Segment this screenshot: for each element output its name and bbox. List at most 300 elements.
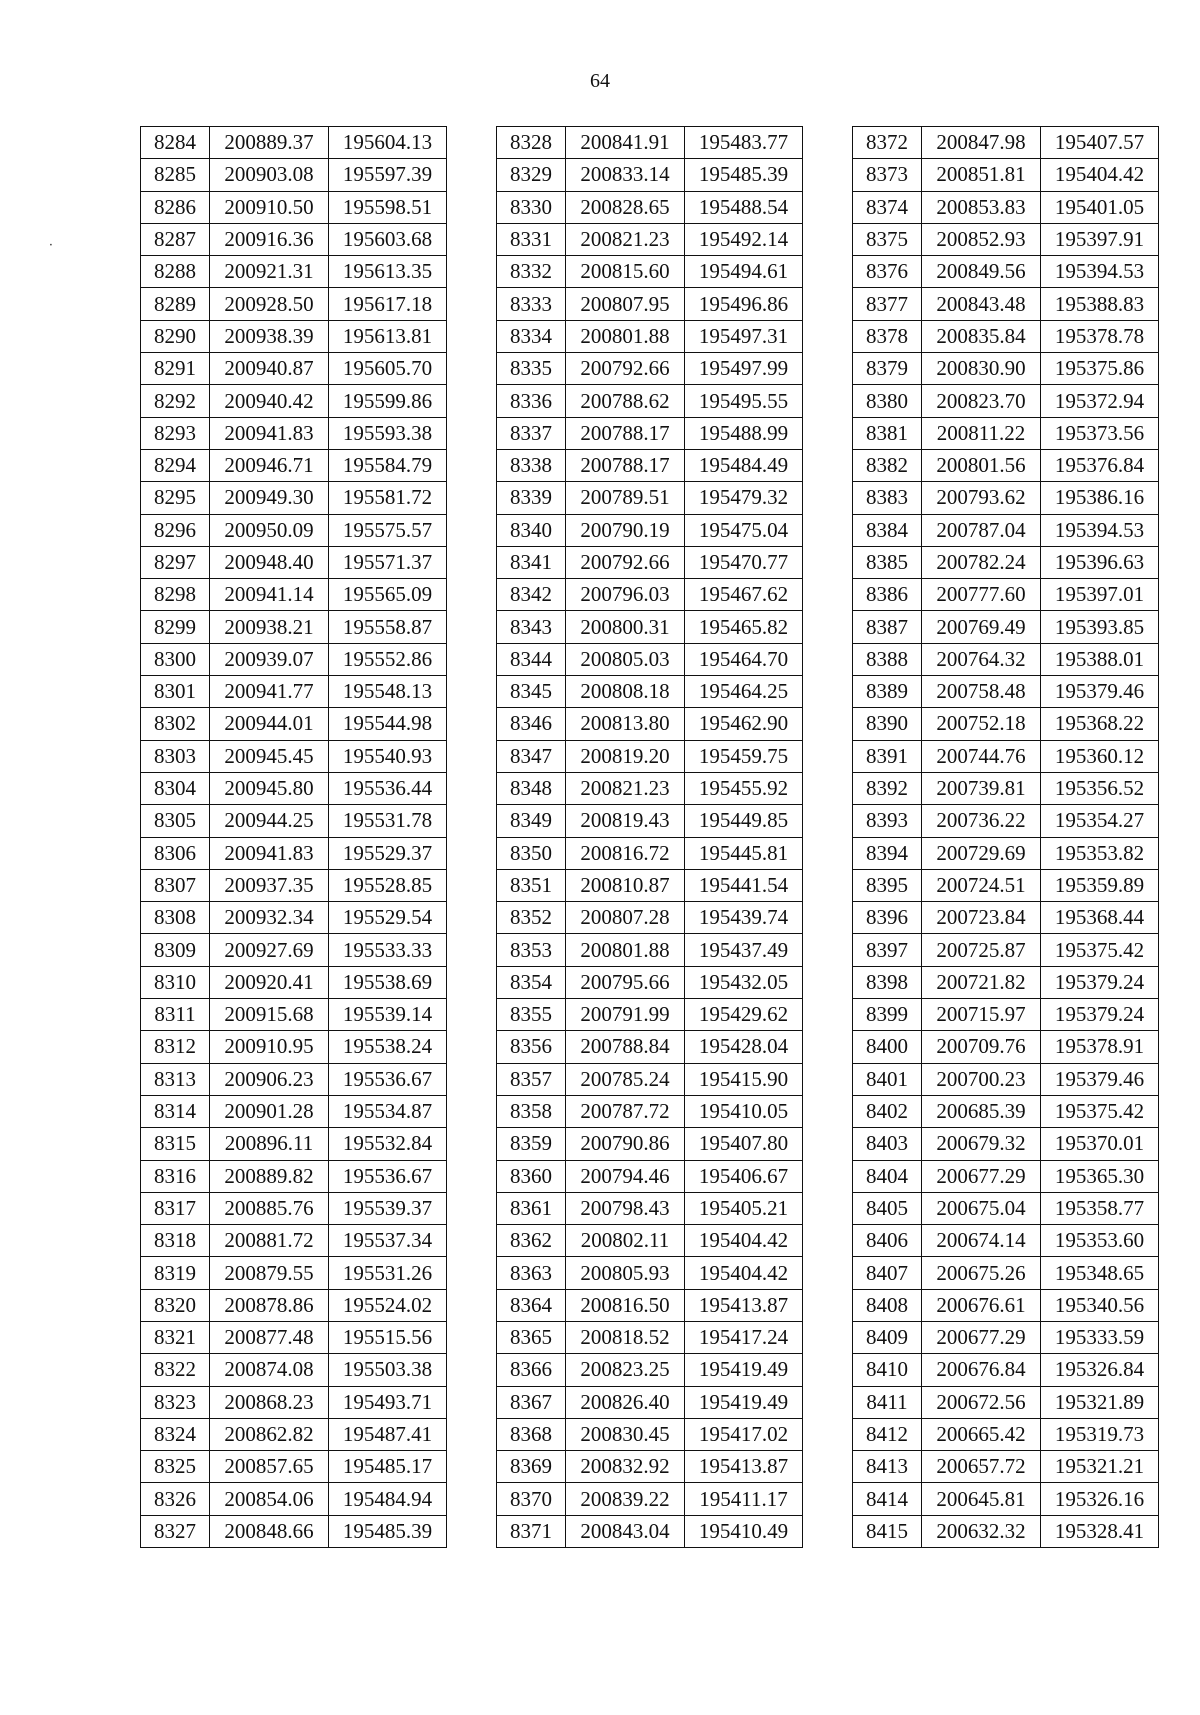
point-id-cell: 8365: [497, 1321, 566, 1353]
x-coordinate-cell: 200788.62: [566, 385, 685, 417]
point-id-cell: 8304: [141, 772, 210, 804]
y-coordinate-cell: 195326.16: [1041, 1483, 1159, 1515]
y-coordinate-cell: 195410.05: [685, 1095, 803, 1127]
page-number: 64: [590, 70, 610, 92]
x-coordinate-cell: 200910.50: [210, 191, 329, 223]
x-coordinate-cell: 200903.08: [210, 159, 329, 191]
y-coordinate-cell: 195375.86: [1041, 353, 1159, 385]
point-id-cell: 8349: [497, 805, 566, 837]
y-coordinate-cell: 195368.22: [1041, 708, 1159, 740]
x-coordinate-cell: 200853.83: [922, 191, 1041, 223]
table-row: [141, 514, 447, 546]
y-coordinate-cell: 195593.38: [329, 417, 447, 449]
x-coordinate-cell: 200932.34: [210, 902, 329, 934]
y-coordinate-cell: 195437.49: [685, 934, 803, 966]
point-id-cell: 8358: [497, 1095, 566, 1127]
point-id-cell: 8320: [141, 1289, 210, 1321]
x-coordinate-cell: 200818.52: [566, 1321, 685, 1353]
y-coordinate-cell: 195552.86: [329, 643, 447, 675]
table-row: [853, 1515, 1159, 1547]
point-id-cell: 8311: [141, 999, 210, 1031]
y-coordinate-cell: 195396.63: [1041, 546, 1159, 578]
x-coordinate-cell: 200665.42: [922, 1418, 1041, 1450]
x-coordinate-cell: 200801.88: [566, 320, 685, 352]
x-coordinate-cell: 200795.66: [566, 966, 685, 998]
x-coordinate-cell: 200889.82: [210, 1160, 329, 1192]
point-id-cell: 8287: [141, 223, 210, 255]
point-id-cell: 8326: [141, 1483, 210, 1515]
point-id-cell: 8285: [141, 159, 210, 191]
y-coordinate-cell: 195394.53: [1041, 256, 1159, 288]
point-id-cell: 8314: [141, 1095, 210, 1127]
point-id-cell: 8347: [497, 740, 566, 772]
point-id-cell: 8384: [853, 514, 922, 546]
x-coordinate-cell: 200721.82: [922, 966, 1041, 998]
x-coordinate-cell: 200752.18: [922, 708, 1041, 740]
y-coordinate-cell: 195394.53: [1041, 514, 1159, 546]
point-id-cell: 8369: [497, 1451, 566, 1483]
table-row: [497, 1257, 803, 1289]
table-row: [141, 1160, 447, 1192]
y-coordinate-cell: 195497.99: [685, 353, 803, 385]
point-id-cell: 8294: [141, 449, 210, 481]
x-coordinate-cell: 200811.22: [922, 417, 1041, 449]
y-coordinate-cell: 195536.67: [329, 1063, 447, 1095]
table-row: [853, 999, 1159, 1031]
table-row: [141, 902, 447, 934]
table-row: [853, 772, 1159, 804]
point-id-cell: 8348: [497, 772, 566, 804]
point-id-cell: 8343: [497, 611, 566, 643]
x-coordinate-cell: 200800.31: [566, 611, 685, 643]
point-id-cell: 8298: [141, 579, 210, 611]
table-row: [141, 1386, 447, 1418]
table-row: [497, 966, 803, 998]
table-row: [853, 1160, 1159, 1192]
table-row: [141, 579, 447, 611]
point-id-cell: 8390: [853, 708, 922, 740]
y-coordinate-cell: 195539.37: [329, 1192, 447, 1224]
y-coordinate-cell: 195413.87: [685, 1289, 803, 1321]
table-row: [497, 1192, 803, 1224]
y-coordinate-cell: 195365.30: [1041, 1160, 1159, 1192]
point-id-cell: 8289: [141, 288, 210, 320]
y-coordinate-cell: 195465.82: [685, 611, 803, 643]
y-coordinate-cell: 195459.75: [685, 740, 803, 772]
table-row: [141, 837, 447, 869]
y-coordinate-cell: 195558.87: [329, 611, 447, 643]
x-coordinate-cell: 200787.04: [922, 514, 1041, 546]
y-coordinate-cell: 195404.42: [685, 1257, 803, 1289]
table-row: [853, 869, 1159, 901]
table-row: [497, 546, 803, 578]
x-coordinate-cell: 200830.90: [922, 353, 1041, 385]
table-row: [497, 1289, 803, 1321]
y-coordinate-cell: 195544.98: [329, 708, 447, 740]
x-coordinate-cell: 200796.03: [566, 579, 685, 611]
y-coordinate-cell: 195378.78: [1041, 320, 1159, 352]
point-id-cell: 8361: [497, 1192, 566, 1224]
point-id-cell: 8387: [853, 611, 922, 643]
point-id-cell: 8370: [497, 1483, 566, 1515]
point-id-cell: 8327: [141, 1515, 210, 1547]
y-coordinate-cell: 195348.65: [1041, 1257, 1159, 1289]
table-row: [497, 869, 803, 901]
x-coordinate-cell: 200823.25: [566, 1354, 685, 1386]
x-coordinate-cell: 200677.29: [922, 1321, 1041, 1353]
x-coordinate-cell: 200889.37: [210, 127, 329, 159]
y-coordinate-cell: 195479.32: [685, 482, 803, 514]
x-coordinate-cell: 200821.23: [566, 223, 685, 255]
table-row: [497, 1063, 803, 1095]
table-row: [141, 740, 447, 772]
point-id-cell: 8396: [853, 902, 922, 934]
table-row: [853, 611, 1159, 643]
table-row: [141, 1418, 447, 1450]
x-coordinate-cell: 200700.23: [922, 1063, 1041, 1095]
table-row: [497, 1451, 803, 1483]
x-coordinate-cell: 200788.84: [566, 1031, 685, 1063]
y-coordinate-cell: 195401.05: [1041, 191, 1159, 223]
y-coordinate-cell: 195565.09: [329, 579, 447, 611]
point-id-cell: 8310: [141, 966, 210, 998]
table-row: [141, 934, 447, 966]
table-row: [853, 805, 1159, 837]
point-id-cell: 8315: [141, 1128, 210, 1160]
y-coordinate-cell: 195388.83: [1041, 288, 1159, 320]
y-coordinate-cell: 195407.80: [685, 1128, 803, 1160]
x-coordinate-cell: 200729.69: [922, 837, 1041, 869]
table-row: [497, 449, 803, 481]
table-row: [497, 1354, 803, 1386]
y-coordinate-cell: 195428.04: [685, 1031, 803, 1063]
y-coordinate-cell: 195613.81: [329, 320, 447, 352]
y-coordinate-cell: 195328.41: [1041, 1515, 1159, 1547]
x-coordinate-cell: 200939.07: [210, 643, 329, 675]
x-coordinate-cell: 200916.36: [210, 223, 329, 255]
point-id-cell: 8355: [497, 999, 566, 1031]
table-row: [497, 482, 803, 514]
y-coordinate-cell: 195388.01: [1041, 643, 1159, 675]
y-coordinate-cell: 195379.46: [1041, 1063, 1159, 1095]
x-coordinate-cell: 200715.97: [922, 999, 1041, 1031]
point-id-cell: 8366: [497, 1354, 566, 1386]
x-coordinate-cell: 200910.95: [210, 1031, 329, 1063]
x-coordinate-cell: 200810.87: [566, 869, 685, 901]
x-coordinate-cell: 200819.43: [566, 805, 685, 837]
x-coordinate-cell: 200901.28: [210, 1095, 329, 1127]
x-coordinate-cell: 200657.72: [922, 1451, 1041, 1483]
table-row: [497, 805, 803, 837]
x-coordinate-cell: 200805.93: [566, 1257, 685, 1289]
y-coordinate-cell: 195515.56: [329, 1321, 447, 1353]
point-id-cell: 8408: [853, 1289, 922, 1321]
y-coordinate-cell: 195484.94: [329, 1483, 447, 1515]
table-row: [141, 1515, 447, 1547]
y-coordinate-cell: 195353.82: [1041, 837, 1159, 869]
x-coordinate-cell: 200868.23: [210, 1386, 329, 1418]
point-id-cell: 8346: [497, 708, 566, 740]
x-coordinate-cell: 200788.17: [566, 449, 685, 481]
table-row: [141, 385, 447, 417]
x-coordinate-cell: 200851.81: [922, 159, 1041, 191]
y-coordinate-cell: 195393.85: [1041, 611, 1159, 643]
y-coordinate-cell: 195613.35: [329, 256, 447, 288]
table-row: [497, 417, 803, 449]
table-row: [141, 449, 447, 481]
table-row: [141, 1451, 447, 1483]
x-coordinate-cell: 200675.26: [922, 1257, 1041, 1289]
y-coordinate-cell: 195497.31: [685, 320, 803, 352]
x-coordinate-cell: 200739.81: [922, 772, 1041, 804]
x-coordinate-cell: 200785.24: [566, 1063, 685, 1095]
y-coordinate-cell: 195484.49: [685, 449, 803, 481]
y-coordinate-cell: 195536.44: [329, 772, 447, 804]
point-id-cell: 8395: [853, 869, 922, 901]
x-coordinate-cell: 200709.76: [922, 1031, 1041, 1063]
y-coordinate-cell: 195368.44: [1041, 902, 1159, 934]
x-coordinate-cell: 200807.95: [566, 288, 685, 320]
y-coordinate-cell: 195441.54: [685, 869, 803, 901]
point-id-cell: 8354: [497, 966, 566, 998]
y-coordinate-cell: 195404.42: [685, 1225, 803, 1257]
table-row: [141, 1095, 447, 1127]
table-row: [141, 417, 447, 449]
x-coordinate-cell: 200632.32: [922, 1515, 1041, 1547]
table-row: [853, 643, 1159, 675]
y-coordinate-cell: 195598.51: [329, 191, 447, 223]
table-row: [853, 514, 1159, 546]
point-id-cell: 8324: [141, 1418, 210, 1450]
y-coordinate-cell: 195360.12: [1041, 740, 1159, 772]
table-row: [141, 1354, 447, 1386]
x-coordinate-cell: 200920.41: [210, 966, 329, 998]
x-coordinate-cell: 200839.22: [566, 1483, 685, 1515]
y-coordinate-cell: 195353.60: [1041, 1225, 1159, 1257]
y-coordinate-cell: 195415.90: [685, 1063, 803, 1095]
y-coordinate-cell: 195485.39: [329, 1515, 447, 1547]
x-coordinate-cell: 200819.20: [566, 740, 685, 772]
point-id-cell: 8305: [141, 805, 210, 837]
point-id-cell: 8371: [497, 1515, 566, 1547]
table-row: [497, 1031, 803, 1063]
x-coordinate-cell: 200821.23: [566, 772, 685, 804]
point-id-cell: 8405: [853, 1192, 922, 1224]
y-coordinate-cell: 195410.49: [685, 1515, 803, 1547]
x-coordinate-cell: 200787.72: [566, 1095, 685, 1127]
y-coordinate-cell: 195529.37: [329, 837, 447, 869]
y-coordinate-cell: 195333.59: [1041, 1321, 1159, 1353]
point-id-cell: 8383: [853, 482, 922, 514]
x-coordinate-cell: 200941.77: [210, 676, 329, 708]
table-row: [497, 1225, 803, 1257]
point-id-cell: 8398: [853, 966, 922, 998]
table-row: [853, 482, 1159, 514]
x-coordinate-cell: 200798.43: [566, 1192, 685, 1224]
table-row: [497, 514, 803, 546]
point-id-cell: 8372: [853, 127, 922, 159]
table-row: [497, 1321, 803, 1353]
table-row: [853, 1031, 1159, 1063]
y-coordinate-cell: 195321.21: [1041, 1451, 1159, 1483]
x-coordinate-cell: 200790.19: [566, 514, 685, 546]
x-coordinate-cell: 200938.21: [210, 611, 329, 643]
point-id-cell: 8406: [853, 1225, 922, 1257]
y-coordinate-cell: 195397.91: [1041, 223, 1159, 255]
point-id-cell: 8389: [853, 676, 922, 708]
x-coordinate-cell: 200792.66: [566, 353, 685, 385]
y-coordinate-cell: 195372.94: [1041, 385, 1159, 417]
table-row: [141, 353, 447, 385]
y-coordinate-cell: 195604.13: [329, 127, 447, 159]
point-id-cell: 8391: [853, 740, 922, 772]
point-id-cell: 8368: [497, 1418, 566, 1450]
x-coordinate-cell: 200841.91: [566, 127, 685, 159]
table-row: [853, 1354, 1159, 1386]
table-row: [853, 353, 1159, 385]
x-coordinate-cell: 200921.31: [210, 256, 329, 288]
table-row: [853, 966, 1159, 998]
point-id-cell: 8318: [141, 1225, 210, 1257]
x-coordinate-cell: 200675.04: [922, 1192, 1041, 1224]
table-row: [497, 385, 803, 417]
table-row: [497, 127, 803, 159]
scan-speck: ‧: [49, 238, 53, 252]
table-row: [853, 934, 1159, 966]
y-coordinate-cell: 195462.90: [685, 708, 803, 740]
point-id-cell: 8316: [141, 1160, 210, 1192]
x-coordinate-cell: 200830.45: [566, 1418, 685, 1450]
point-id-cell: 8356: [497, 1031, 566, 1063]
table-row: [853, 320, 1159, 352]
table-row: [853, 449, 1159, 481]
x-coordinate-cell: 200874.08: [210, 1354, 329, 1386]
point-id-cell: 8381: [853, 417, 922, 449]
y-coordinate-cell: 195488.99: [685, 417, 803, 449]
y-coordinate-cell: 195417.02: [685, 1418, 803, 1450]
x-coordinate-cell: 200801.88: [566, 934, 685, 966]
table-row: [853, 579, 1159, 611]
table-row: [141, 805, 447, 837]
x-coordinate-cell: 200788.17: [566, 417, 685, 449]
point-id-cell: 8284: [141, 127, 210, 159]
table-row: [497, 708, 803, 740]
y-coordinate-cell: 195405.21: [685, 1192, 803, 1224]
y-coordinate-cell: 195540.93: [329, 740, 447, 772]
point-id-cell: 8410: [853, 1354, 922, 1386]
point-id-cell: 8333: [497, 288, 566, 320]
table-row: [141, 320, 447, 352]
x-coordinate-cell: 200793.62: [922, 482, 1041, 514]
table-row: [497, 191, 803, 223]
y-coordinate-cell: 195538.24: [329, 1031, 447, 1063]
x-coordinate-cell: 200828.65: [566, 191, 685, 223]
point-id-cell: 8407: [853, 1257, 922, 1289]
point-id-cell: 8388: [853, 643, 922, 675]
x-coordinate-cell: 200679.32: [922, 1128, 1041, 1160]
y-coordinate-cell: 195467.62: [685, 579, 803, 611]
table-row: [141, 1192, 447, 1224]
y-coordinate-cell: 195464.70: [685, 643, 803, 675]
point-id-cell: 8411: [853, 1386, 922, 1418]
y-coordinate-cell: 195432.05: [685, 966, 803, 998]
y-coordinate-cell: 195524.02: [329, 1289, 447, 1321]
table-row: [497, 1483, 803, 1515]
y-coordinate-cell: 195439.74: [685, 902, 803, 934]
point-id-cell: 8353: [497, 934, 566, 966]
point-id-cell: 8321: [141, 1321, 210, 1353]
x-coordinate-cell: 200724.51: [922, 869, 1041, 901]
point-id-cell: 8299: [141, 611, 210, 643]
point-id-cell: 8385: [853, 546, 922, 578]
point-id-cell: 8341: [497, 546, 566, 578]
coordinate-table-3: [852, 126, 1159, 1548]
x-coordinate-cell: 200944.01: [210, 708, 329, 740]
y-coordinate-cell: 195493.71: [329, 1386, 447, 1418]
point-id-cell: 8393: [853, 805, 922, 837]
point-id-cell: 8295: [141, 482, 210, 514]
table-row: [853, 1321, 1159, 1353]
point-id-cell: 8402: [853, 1095, 922, 1127]
table-row: [853, 708, 1159, 740]
point-id-cell: 8373: [853, 159, 922, 191]
y-coordinate-cell: 195528.85: [329, 869, 447, 901]
table-row: [497, 772, 803, 804]
y-coordinate-cell: 195581.72: [329, 482, 447, 514]
x-coordinate-cell: 200848.66: [210, 1515, 329, 1547]
x-coordinate-cell: 200862.82: [210, 1418, 329, 1450]
table-row: [853, 256, 1159, 288]
x-coordinate-cell: 200807.28: [566, 902, 685, 934]
x-coordinate-cell: 200672.56: [922, 1386, 1041, 1418]
table-row: [853, 159, 1159, 191]
point-id-cell: 8394: [853, 837, 922, 869]
point-id-cell: 8317: [141, 1192, 210, 1224]
table-row: [497, 288, 803, 320]
point-id-cell: 8313: [141, 1063, 210, 1095]
point-id-cell: 8319: [141, 1257, 210, 1289]
table-row: [853, 676, 1159, 708]
x-coordinate-cell: 200879.55: [210, 1257, 329, 1289]
point-id-cell: 8337: [497, 417, 566, 449]
x-coordinate-cell: 200927.69: [210, 934, 329, 966]
y-coordinate-cell: 195379.24: [1041, 966, 1159, 998]
table-row: [141, 1321, 447, 1353]
table-row: [141, 1289, 447, 1321]
x-coordinate-cell: 200941.83: [210, 837, 329, 869]
table-row: [497, 676, 803, 708]
y-coordinate-cell: 195375.42: [1041, 934, 1159, 966]
point-id-cell: 8412: [853, 1418, 922, 1450]
x-coordinate-cell: 200816.50: [566, 1289, 685, 1321]
table-row: [141, 772, 447, 804]
table-row: [853, 191, 1159, 223]
table-row: [497, 579, 803, 611]
y-coordinate-cell: 195487.41: [329, 1418, 447, 1450]
x-coordinate-cell: 200948.40: [210, 546, 329, 578]
table-row: [853, 1095, 1159, 1127]
table-row: [141, 1063, 447, 1095]
table-row: [141, 869, 447, 901]
y-coordinate-cell: 195531.78: [329, 805, 447, 837]
y-coordinate-cell: 195539.14: [329, 999, 447, 1031]
table-row: [141, 966, 447, 998]
x-coordinate-cell: 200950.09: [210, 514, 329, 546]
point-id-cell: 8362: [497, 1225, 566, 1257]
x-coordinate-cell: 200906.23: [210, 1063, 329, 1095]
y-coordinate-cell: 195326.84: [1041, 1354, 1159, 1386]
table-row: [497, 611, 803, 643]
